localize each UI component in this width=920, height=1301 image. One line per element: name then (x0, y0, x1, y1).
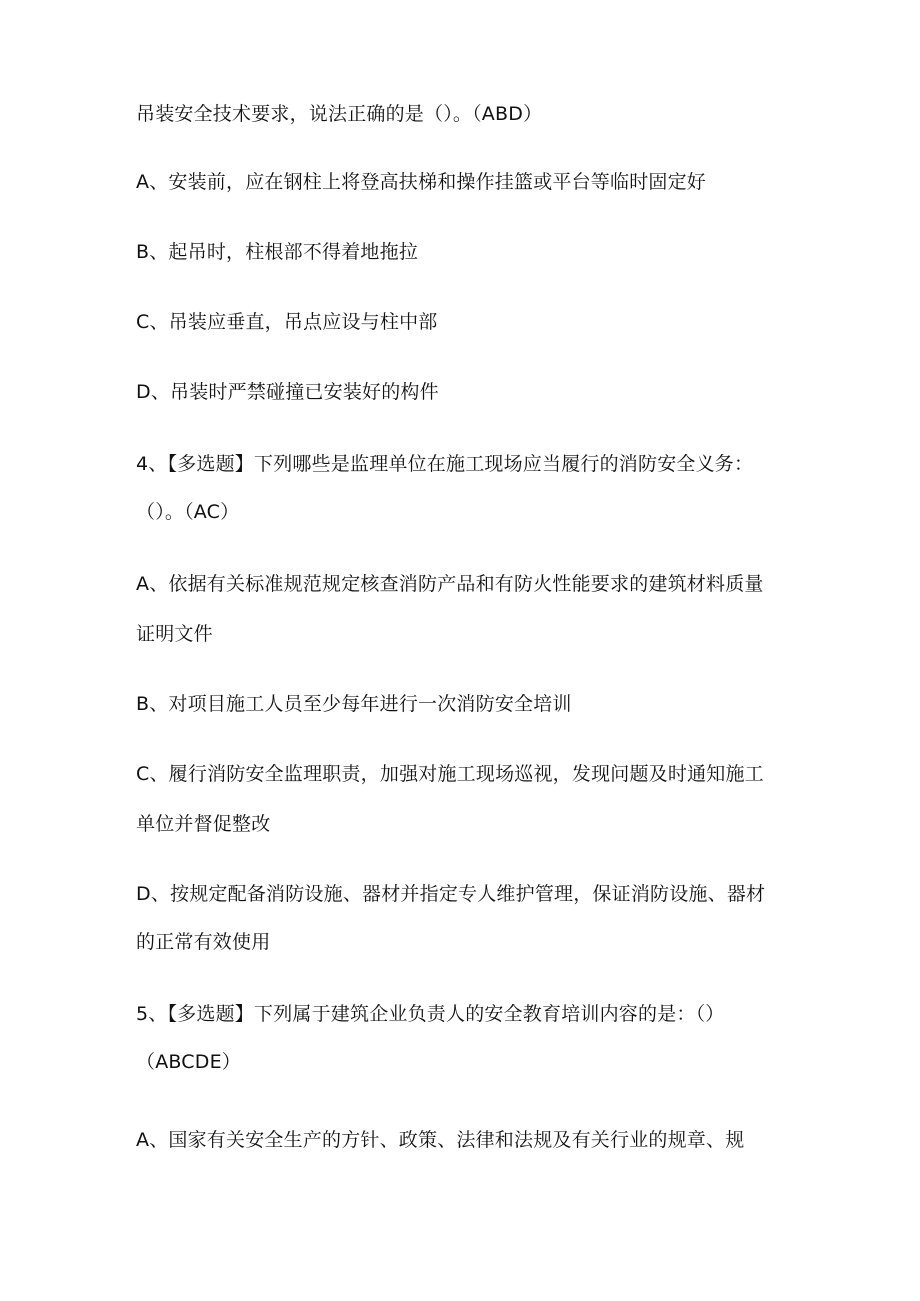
q4-stem-line2: （）。（AC） (136, 501, 240, 523)
q4-option-a-line2: 证明文件 (136, 623, 213, 645)
q3-option-a: A、安装前，应在钢柱上将登高扶梯和操作挂篮或平台等临时固定好 (136, 171, 706, 193)
q3-stem-tail: 吊装安全技术要求，说法正确的是（）。（ABD） (136, 103, 543, 125)
q5-stem-line2: （ABCDE） (136, 1051, 242, 1073)
q5-stem-line1: 5、【多选题】下列属于建筑企业负责人的安全教育培训内容的是：（） (136, 1003, 725, 1025)
q4-option-a-line1: A、依据有关标准规范规定核查消防产品和有防火性能要求的建筑材料质量 (136, 573, 764, 595)
q5-option-a-line1: A、国家有关安全生产的方针、政策、法律和法规及有关行业的规章、规 (136, 1129, 745, 1151)
q3-option-d: D、吊装时严禁碰撞已安装好的构件 (136, 381, 439, 403)
q4-stem-line1: 4、【多选题】下列哪些是监理单位在施工现场应当履行的消防安全义务： (136, 453, 754, 475)
q3-option-c: C、吊装应垂直，吊点应设与柱中部 (136, 311, 438, 333)
q4-option-c-line1: C、履行消防安全监理职责，加强对施工现场巡视，发现问题及时通知施工 (136, 763, 764, 785)
q4-option-d-line1: D、按规定配备消防设施、器材并指定专人维护管理，保证消防设施、器材 (136, 883, 766, 905)
q4-option-c-line2: 单位并督促整改 (136, 813, 271, 835)
q4-option-d-line2: 的正常有效使用 (136, 931, 271, 953)
q4-option-b: B、对项目施工人员至少每年进行一次消防安全培训 (136, 693, 572, 715)
q3-option-b: B、起吊时，柱根部不得着地拖拉 (136, 241, 419, 263)
